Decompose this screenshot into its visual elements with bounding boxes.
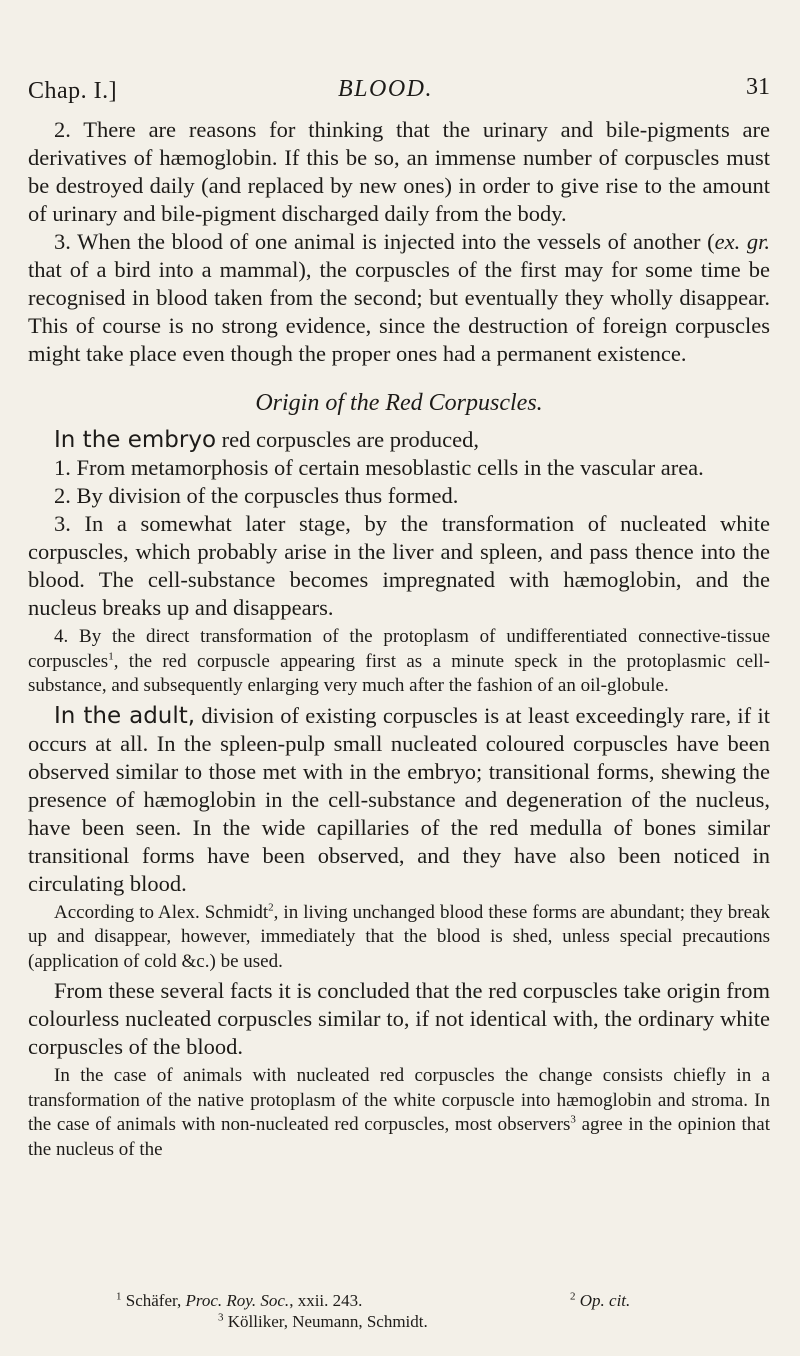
footnote-2-text: Op. cit. [579,1291,631,1310]
footnote-ref-1: 1 [108,650,114,663]
footnote-1-mark: 1 [116,1290,122,1303]
schmidt-start: According to Alex. Schmidt [54,901,269,923]
footnote-3-mark: 3 [218,1311,224,1324]
footnote-3 [218,1311,428,1332]
adult-lead: In the adult, [54,702,196,729]
adult-rest: division of existing corpuscles is at least exceedingly rare, if it occurs at all. In the spleen-pulp small nucleated coloured corpuscles have been observed similar to those met with in the embryo; transitional forms, shewing the presence of hæmoglobin in the cell-substance and degeneration of the nucleus, have been seen. In the wide capillaries of the red medulla of bones similar transitional forms have been observed, and they have also been noticed in circulating blood. [28,702,770,896]
schmidt-paragraph [28,901,770,975]
item-4-end: , the red corpuscle appearing first as a minute speck in the protoplasmic cell-substance, and subsequently enlarging very much after the fashion of an oil-globule. [28,650,770,696]
footnote-ref-2: 2 [268,901,274,914]
paragraph-3-start: 3. When the blood of one animal is injected into the vessels of another ( [54,229,715,254]
list-item-2: 2. By division of the corpuscles thus formed. [54,483,459,508]
item-4-start: 4. By the direct transformation of the protoplasm of undifferentiated connective-tissue corpuscles [28,626,770,672]
footnote-1-author: Schäfer, [121,1291,186,1310]
page-number: 31 [746,74,770,100]
running-title: BLOOD. [338,76,434,102]
footnote-2-mark: 2 [570,1290,576,1303]
list-item-4 [28,625,770,699]
chapter-label: Chap. I.] [28,78,118,104]
list-item-3: 3. In a somewhat later stage, by the transformation of nucleated white corpuscles, which probably arise in the liver and spleen, and pass thence into the blood. The cell-substance becomes impregnated with hæmoglobin, and the nucleus breaks up and disappears. [28,511,770,620]
nucleated-end: agree in the opinion that the nucleus of the [28,1114,770,1160]
conclusion-paragraph: From these several facts it is concluded that the red corpuscles take origin from colourless nucleated corpuscles similar to, if not identical with, the ordinary white corpuscles of the blood. [28,978,770,1059]
section-heading: Origin of the Red Corpuscles. [255,390,543,416]
nucleated-paragraph [28,1064,770,1162]
footnote-2 [570,1290,630,1311]
embryo-lead: In the embryo [54,427,217,453]
embryo-intro [28,426,770,454]
paragraph-3-end: that of a bird into a mammal), the corpuscles of the first may for some time be recognised in blood taken from the second; but eventually they wholly disappear. This of course is no strong evidence, since the destruction of foreign corpuscles might take place even though the proper ones had a permanent existence. [28,257,770,366]
adult-paragraph [28,702,770,898]
footnote-1 [116,1290,362,1311]
footnote-1-journal: Proc. Roy. Soc. [185,1291,290,1310]
running-header [28,70,770,110]
list-item-1: 1. From metamorphosis of certain mesoblastic cells in the vascular area. [54,455,704,480]
page-body [28,116,770,1162]
paragraph-3 [28,228,770,368]
paragraph-2: 2. There are reasons for thinking that the urinary and bile-pigments are derivatives of hæmoglobin. If this be so, an immense number of corpuscles must be destroyed daily (and replaced by new ones) in order to give rise to the amount of urinary and bile-pigment discharged daily from the body. [28,117,770,226]
nucleated-start: In the case of animals with nucleated red corpuscles the change consists chiefly in a transformation of the native protoplasm of the white corpuscle into hæmoglobin and stroma. In the case of animals with non-nucleated red corpuscles, most observers [28,1065,770,1135]
exempli-gratia: ex. gr. [714,229,770,254]
footnote-1-ref: , xxii. 243. [289,1291,363,1310]
footnote-ref-3: 3 [570,1113,576,1126]
footnote-3-text: Kölliker, Neumann, Schmidt. [223,1312,428,1331]
schmidt-end: , in living unchanged blood these forms are abundant; they break up and disappear, however, immediately that the blood is shed, unless special precautions (application of cold &c.) be used. [28,901,770,972]
embryo-rest: red corpuscles are produced, [216,427,480,452]
